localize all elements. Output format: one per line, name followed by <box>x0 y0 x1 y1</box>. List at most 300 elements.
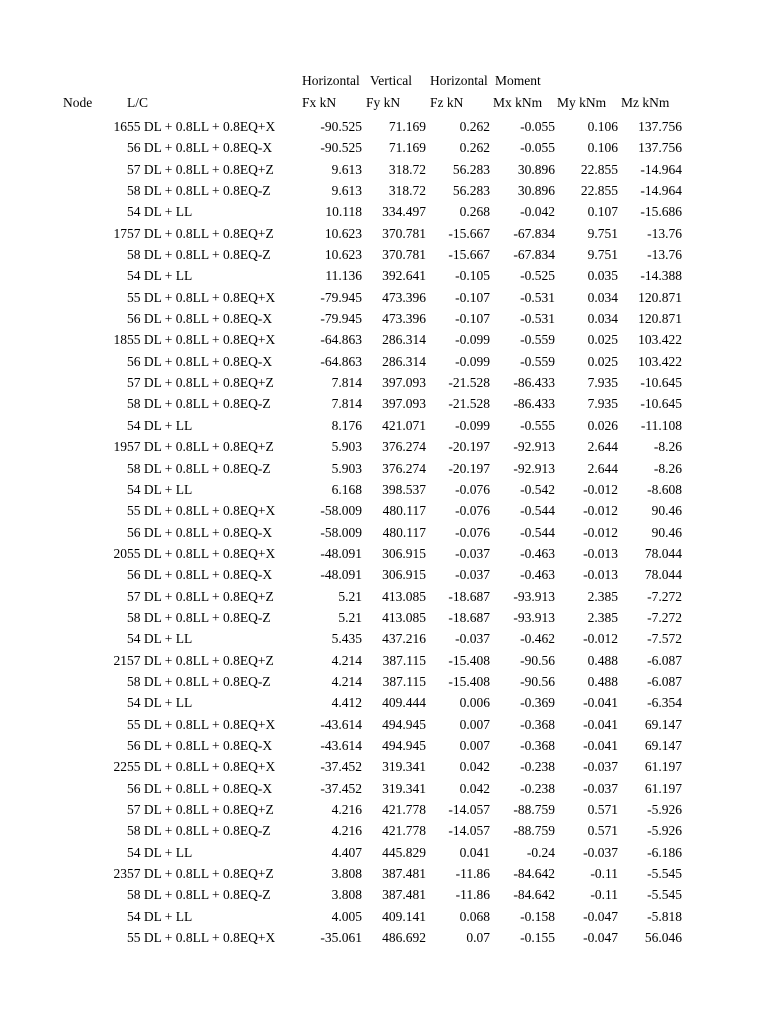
fy-cell: 473.396 <box>382 289 426 305</box>
fy-cell: 398.537 <box>382 481 426 497</box>
fx-cell: -90.525 <box>320 140 362 156</box>
fy-cell: 370.781 <box>382 247 426 263</box>
mz-cell: 103.422 <box>638 332 682 348</box>
my-cell: -0.012 <box>583 481 618 497</box>
node-cell: 21 <box>113 652 127 668</box>
table-row <box>0 137 768 158</box>
fz-cell: -20.197 <box>448 439 490 455</box>
fy-cell: 445.829 <box>382 844 426 860</box>
results-table-body <box>0 116 768 948</box>
fz-cell: -15.667 <box>448 247 490 263</box>
table-row <box>0 116 768 137</box>
fz-cell: -0.099 <box>455 332 490 348</box>
load-case-cell: 55 DL + 0.8LL + 0.8EQ+X <box>127 503 276 519</box>
mz-cell: 137.756 <box>638 140 682 156</box>
table-row <box>0 180 768 201</box>
load-case-cell: 54 DL + LL <box>127 268 193 284</box>
load-case-cell: 58 DL + 0.8LL + 0.8EQ-Z <box>127 887 271 903</box>
fy-cell: 318.72 <box>388 183 426 199</box>
mx-cell: -0.24 <box>526 844 555 860</box>
header-my: My kNm <box>557 95 607 110</box>
fx-cell: -58.009 <box>320 524 362 540</box>
mx-cell: -0.463 <box>520 567 555 583</box>
fy-cell: 286.314 <box>382 332 426 348</box>
table-row <box>0 500 768 521</box>
node-cell: 19 <box>113 439 127 455</box>
fz-cell: -0.037 <box>455 545 490 561</box>
mz-cell: -5.545 <box>647 887 682 903</box>
mz-cell: -5.818 <box>647 908 682 924</box>
mz-cell: 120.871 <box>638 311 682 327</box>
header-group-horizontal-z: Horizontal <box>430 73 488 88</box>
table-row <box>0 650 768 671</box>
mx-cell: 30.896 <box>517 161 555 177</box>
mz-cell: 61.197 <box>644 780 682 796</box>
load-case-cell: 56 DL + 0.8LL + 0.8EQ-X <box>127 353 273 369</box>
table-row <box>0 479 768 500</box>
fz-cell: -0.076 <box>455 503 490 519</box>
fy-cell: 437.216 <box>382 631 426 647</box>
header-group-moment: Moment <box>495 73 541 88</box>
fy-cell: 387.481 <box>382 887 426 903</box>
table-row <box>0 223 768 244</box>
my-cell: 2.644 <box>587 439 618 455</box>
fz-cell: -18.687 <box>448 588 490 604</box>
mz-cell: 69.147 <box>644 737 682 753</box>
fx-cell: -48.091 <box>320 567 362 583</box>
mz-cell: -14.964 <box>640 161 682 177</box>
fx-cell: 4.214 <box>331 673 362 689</box>
fy-cell: 486.692 <box>382 930 426 946</box>
fx-cell: 3.808 <box>331 866 362 882</box>
mx-cell: -92.913 <box>513 460 555 476</box>
node-cell: 22 <box>113 759 127 775</box>
mz-cell: 90.46 <box>651 503 682 519</box>
my-cell: 7.935 <box>587 375 618 391</box>
mx-cell: 30.896 <box>517 183 555 199</box>
fx-cell: 4.407 <box>331 844 362 860</box>
fx-cell: 4.216 <box>331 823 362 839</box>
my-cell: -0.012 <box>583 503 618 519</box>
table-row <box>0 927 768 948</box>
header-fz: Fz kN <box>430 95 464 110</box>
my-cell: -0.11 <box>590 887 618 903</box>
fz-cell: -11.86 <box>455 887 490 903</box>
table-row <box>0 820 768 841</box>
load-case-cell: 57 DL + 0.8LL + 0.8EQ+Z <box>127 802 274 817</box>
fx-cell: -64.863 <box>320 353 362 369</box>
fx-cell: 7.814 <box>331 396 362 412</box>
fy-cell: 494.945 <box>382 716 426 732</box>
my-cell: 0.034 <box>587 311 618 327</box>
mx-cell: -0.525 <box>520 268 555 284</box>
mx-cell: -0.238 <box>520 780 555 796</box>
fx-cell: 5.435 <box>331 631 362 647</box>
mz-cell: -8.26 <box>653 439 682 455</box>
fy-cell: 409.444 <box>382 695 426 711</box>
my-cell: 22.855 <box>580 161 618 177</box>
table-row <box>0 884 768 905</box>
table-row <box>0 671 768 692</box>
mz-cell: -15.686 <box>640 204 682 220</box>
fy-cell: 306.915 <box>382 567 426 583</box>
fz-cell: -20.197 <box>448 460 490 476</box>
table-row <box>0 564 768 585</box>
mx-cell: -0.542 <box>520 481 555 497</box>
mz-cell: -11.108 <box>640 417 682 433</box>
fx-cell: 11.136 <box>325 268 362 284</box>
table-row <box>0 628 768 649</box>
fz-cell: -0.099 <box>455 353 490 369</box>
my-cell: 0.034 <box>587 289 618 305</box>
mx-cell: -0.531 <box>520 289 555 305</box>
mz-cell: -10.645 <box>640 375 682 391</box>
mx-cell: -90.56 <box>520 652 555 668</box>
load-case-cell: 56 DL + 0.8LL + 0.8EQ-X <box>127 524 273 540</box>
my-cell: 0.106 <box>587 140 618 156</box>
node-cell: 17 <box>113 225 127 241</box>
load-case-cell: 57 DL + 0.8LL + 0.8EQ+Z <box>127 652 274 668</box>
my-cell: -0.041 <box>583 737 618 753</box>
mx-cell: -0.559 <box>520 332 555 348</box>
fz-cell: -21.528 <box>448 396 490 412</box>
load-case-cell: 56 DL + 0.8LL + 0.8EQ-X <box>127 140 273 156</box>
mz-cell: 56.046 <box>644 930 682 946</box>
my-cell: -0.047 <box>583 930 618 946</box>
fz-cell: -21.528 <box>448 375 490 391</box>
mz-cell: -6.087 <box>647 673 682 689</box>
load-case-cell: 58 DL + 0.8LL + 0.8EQ-Z <box>127 460 271 476</box>
node-cell: 23 <box>113 866 127 882</box>
table-row <box>0 586 768 607</box>
fx-cell: -79.945 <box>320 311 362 327</box>
fy-cell: 421.778 <box>382 802 426 817</box>
fx-cell: -35.061 <box>320 930 362 946</box>
mz-cell: -14.388 <box>640 268 682 284</box>
fx-cell: -43.614 <box>320 737 362 753</box>
fz-cell: -14.057 <box>448 802 490 817</box>
mx-cell: -84.642 <box>513 887 555 903</box>
fy-cell: 421.071 <box>382 417 426 433</box>
load-case-cell: 54 DL + LL <box>127 908 193 924</box>
table-row <box>0 778 768 799</box>
load-case-cell: 54 DL + LL <box>127 631 193 647</box>
mz-cell: -14.964 <box>640 183 682 199</box>
load-case-cell: 58 DL + 0.8LL + 0.8EQ-Z <box>127 673 271 689</box>
mz-cell: 103.422 <box>638 353 682 369</box>
load-case-cell: 54 DL + LL <box>127 204 193 220</box>
load-case-cell: 55 DL + 0.8LL + 0.8EQ+X <box>127 332 276 348</box>
load-case-cell: 54 DL + LL <box>127 695 193 711</box>
fy-cell: 286.314 <box>382 353 426 369</box>
fx-cell: 5.21 <box>338 588 362 604</box>
fy-cell: 387.115 <box>382 652 426 668</box>
my-cell: -0.012 <box>583 631 618 647</box>
my-cell: 0.488 <box>587 673 618 689</box>
fz-cell: -0.037 <box>455 631 490 647</box>
fy-cell: 480.117 <box>382 503 426 519</box>
my-cell: -0.037 <box>583 759 618 775</box>
mx-cell: -0.544 <box>520 524 555 540</box>
fy-cell: 318.72 <box>388 161 426 177</box>
load-case-cell: 54 DL + LL <box>127 481 193 497</box>
fx-cell: -37.452 <box>320 780 362 796</box>
fx-cell: 10.623 <box>324 225 362 241</box>
load-case-cell: 57 DL + 0.8LL + 0.8EQ+Z <box>127 161 274 177</box>
fz-cell: 0.042 <box>459 759 490 775</box>
fz-cell: 56.283 <box>452 161 490 177</box>
mx-cell: -90.56 <box>520 673 555 689</box>
fx-cell: 5.903 <box>331 439 362 455</box>
load-case-cell: 56 DL + 0.8LL + 0.8EQ-X <box>127 737 273 753</box>
node-cell: 18 <box>113 332 127 348</box>
fx-cell: -37.452 <box>320 759 362 775</box>
load-case-cell: 58 DL + 0.8LL + 0.8EQ-Z <box>127 396 271 412</box>
mz-cell: -7.272 <box>647 609 682 625</box>
table-row <box>0 458 768 479</box>
header-group-vertical: Vertical <box>370 73 412 88</box>
table-row <box>0 756 768 777</box>
table-row <box>0 372 768 393</box>
fy-cell: 473.396 <box>382 311 426 327</box>
mx-cell: -86.433 <box>513 375 555 391</box>
fx-cell: 4.412 <box>331 695 362 711</box>
my-cell: 22.855 <box>580 183 618 199</box>
fx-cell: 8.176 <box>331 417 362 433</box>
mz-cell: -6.354 <box>647 695 682 711</box>
fx-cell: -64.863 <box>320 332 362 348</box>
load-case-cell: 57 DL + 0.8LL + 0.8EQ+Z <box>127 375 274 391</box>
fy-cell: 413.085 <box>382 609 426 625</box>
fz-cell: -0.076 <box>455 524 490 540</box>
mz-cell: 69.147 <box>644 716 682 732</box>
load-case-cell: 55 DL + 0.8LL + 0.8EQ+X <box>127 289 276 305</box>
load-case-cell: 56 DL + 0.8LL + 0.8EQ-X <box>127 311 273 327</box>
fz-cell: -15.408 <box>448 652 490 668</box>
mx-cell: -88.759 <box>513 802 555 817</box>
table-row <box>0 842 768 863</box>
my-cell: 2.644 <box>587 460 618 476</box>
table-row <box>0 906 768 927</box>
header-mx: Mx kNm <box>493 95 543 110</box>
load-case-cell: 58 DL + 0.8LL + 0.8EQ-Z <box>127 183 271 199</box>
mx-cell: -0.544 <box>520 503 555 519</box>
mx-cell: -86.433 <box>513 396 555 412</box>
mx-cell: -67.834 <box>513 247 555 263</box>
fx-cell: 5.903 <box>331 460 362 476</box>
fz-cell: -14.057 <box>448 823 490 839</box>
my-cell: 9.751 <box>587 225 618 241</box>
load-case-cell: 58 DL + 0.8LL + 0.8EQ-Z <box>127 247 271 263</box>
fz-cell: -0.099 <box>455 417 490 433</box>
my-cell: 0.025 <box>587 353 618 369</box>
fx-cell: -79.945 <box>320 289 362 305</box>
table-row <box>0 244 768 265</box>
load-case-cell: 54 DL + LL <box>127 844 193 860</box>
fy-cell: 319.341 <box>382 759 426 775</box>
my-cell: -0.037 <box>583 780 618 796</box>
header-lc: L/C <box>127 95 149 110</box>
my-cell: 0.571 <box>587 823 618 839</box>
mz-cell: 78.044 <box>644 545 682 561</box>
mz-cell: -13.76 <box>647 225 682 241</box>
my-cell: 7.935 <box>587 396 618 412</box>
mx-cell: -0.042 <box>520 204 555 220</box>
mx-cell: -93.913 <box>513 588 555 604</box>
load-case-cell: 57 DL + 0.8LL + 0.8EQ+Z <box>127 439 274 455</box>
table-row <box>0 863 768 884</box>
header-fy: Fy kN <box>366 95 401 110</box>
fz-cell: -15.408 <box>448 673 490 689</box>
mx-cell: -0.155 <box>520 930 555 946</box>
fz-cell: 0.042 <box>459 780 490 796</box>
table-row <box>0 265 768 286</box>
mx-cell: -0.158 <box>520 908 555 924</box>
fy-cell: 397.093 <box>382 396 426 412</box>
table-row <box>0 287 768 308</box>
mz-cell: -6.186 <box>647 844 682 860</box>
mz-cell: -5.926 <box>647 823 682 839</box>
fy-cell: 494.945 <box>382 737 426 753</box>
table-row <box>0 351 768 372</box>
mz-cell: -8.608 <box>647 481 682 497</box>
table-row <box>0 692 768 713</box>
mx-cell: -0.462 <box>520 631 555 647</box>
my-cell: 2.385 <box>587 609 618 625</box>
fx-cell: 4.005 <box>331 908 362 924</box>
fy-cell: 387.115 <box>382 673 426 689</box>
mz-cell: -6.087 <box>647 652 682 668</box>
fz-cell: -11.86 <box>455 866 490 882</box>
fy-cell: 370.781 <box>382 225 426 241</box>
mx-cell: -0.555 <box>520 417 555 433</box>
fz-cell: 0.262 <box>459 119 490 134</box>
table-row <box>0 308 768 329</box>
fz-cell: -18.687 <box>448 609 490 625</box>
fz-cell: 0.07 <box>466 930 490 946</box>
mx-cell: -0.055 <box>520 140 555 156</box>
fz-cell: -0.107 <box>455 311 490 327</box>
load-case-cell: 57 DL + 0.8LL + 0.8EQ+Z <box>127 588 274 604</box>
load-case-cell: 57 DL + 0.8LL + 0.8EQ+Z <box>127 225 274 241</box>
load-case-cell: 55 DL + 0.8LL + 0.8EQ+X <box>127 759 276 775</box>
my-cell: 0.035 <box>587 268 618 284</box>
mz-cell: -7.572 <box>647 631 682 647</box>
mz-cell: 137.756 <box>638 119 682 134</box>
fy-cell: 480.117 <box>382 524 426 540</box>
load-case-cell: 55 DL + 0.8LL + 0.8EQ+X <box>127 119 276 134</box>
table-row <box>0 735 768 756</box>
fx-cell: 6.168 <box>331 481 362 497</box>
fx-cell: 7.814 <box>331 375 362 391</box>
my-cell: 0.106 <box>587 119 618 134</box>
mz-cell: 61.197 <box>644 759 682 775</box>
mx-cell: -0.369 <box>520 695 555 711</box>
fz-cell: 0.007 <box>459 716 490 732</box>
load-case-cell: 54 DL + LL <box>127 417 193 433</box>
fy-cell: 413.085 <box>382 588 426 604</box>
fx-cell: 9.613 <box>331 161 362 177</box>
fy-cell: 306.915 <box>382 545 426 561</box>
fz-cell: -0.037 <box>455 567 490 583</box>
mx-cell: -0.531 <box>520 311 555 327</box>
fz-cell: 0.268 <box>459 204 490 220</box>
load-case-cell: 57 DL + 0.8LL + 0.8EQ+Z <box>127 866 274 882</box>
table-row <box>0 799 768 820</box>
my-cell: -0.11 <box>590 866 618 882</box>
table-row <box>0 607 768 628</box>
fx-cell: 5.21 <box>338 609 362 625</box>
fx-cell: -58.009 <box>320 503 362 519</box>
my-cell: 0.026 <box>587 417 618 433</box>
fx-cell: 10.623 <box>324 247 362 263</box>
mx-cell: -67.834 <box>513 225 555 241</box>
load-case-cell: 55 DL + 0.8LL + 0.8EQ+X <box>127 545 276 561</box>
mx-cell: -0.368 <box>520 737 555 753</box>
header-node: Node <box>63 95 93 110</box>
fy-cell: 71.169 <box>388 119 426 134</box>
mz-cell: -7.272 <box>647 588 682 604</box>
fx-cell: 3.808 <box>331 887 362 903</box>
fz-cell: 0.006 <box>459 695 490 711</box>
table-row <box>0 201 768 222</box>
fx-cell: -43.614 <box>320 716 362 732</box>
load-case-cell: 58 DL + 0.8LL + 0.8EQ-Z <box>127 823 271 839</box>
my-cell: 0.107 <box>587 204 618 220</box>
table-row <box>0 415 768 436</box>
mx-cell: -0.559 <box>520 353 555 369</box>
mz-cell: -5.926 <box>647 802 682 817</box>
fz-cell: 0.262 <box>459 140 490 156</box>
my-cell: 0.025 <box>587 332 618 348</box>
load-case-cell: 56 DL + 0.8LL + 0.8EQ-X <box>127 567 273 583</box>
fy-cell: 392.641 <box>382 268 426 284</box>
mz-cell: -5.545 <box>647 866 682 882</box>
table-row <box>0 329 768 350</box>
my-cell: -0.047 <box>583 908 618 924</box>
fx-cell: 9.613 <box>331 183 362 199</box>
my-cell: 9.751 <box>587 247 618 263</box>
fz-cell: 0.068 <box>459 908 490 924</box>
my-cell: 2.385 <box>587 588 618 604</box>
fx-cell: 10.118 <box>325 204 362 220</box>
mx-cell: -0.238 <box>520 759 555 775</box>
fz-cell: -0.107 <box>455 289 490 305</box>
mz-cell: 78.044 <box>644 567 682 583</box>
fy-cell: 376.274 <box>382 460 426 476</box>
fz-cell: 0.041 <box>459 844 490 860</box>
fx-cell: -48.091 <box>320 545 362 561</box>
fy-cell: 387.481 <box>382 866 426 882</box>
load-case-cell: 56 DL + 0.8LL + 0.8EQ-X <box>127 780 273 796</box>
mx-cell: -93.913 <box>513 609 555 625</box>
my-cell: -0.037 <box>583 844 618 860</box>
fz-cell: 0.007 <box>459 737 490 753</box>
table-row <box>0 393 768 414</box>
fx-cell: 4.214 <box>331 652 362 668</box>
mx-cell: -0.055 <box>520 119 555 134</box>
mz-cell: -8.26 <box>653 460 682 476</box>
fy-cell: 421.778 <box>382 823 426 839</box>
mz-cell: -10.645 <box>640 396 682 412</box>
fy-cell: 71.169 <box>388 140 426 156</box>
load-case-cell: 55 DL + 0.8LL + 0.8EQ+X <box>127 716 276 732</box>
my-cell: -0.012 <box>583 524 618 540</box>
mz-cell: 120.871 <box>638 289 682 305</box>
fz-cell: -0.105 <box>455 268 490 284</box>
fx-cell: 4.216 <box>331 802 362 817</box>
node-cell: 16 <box>113 119 127 134</box>
